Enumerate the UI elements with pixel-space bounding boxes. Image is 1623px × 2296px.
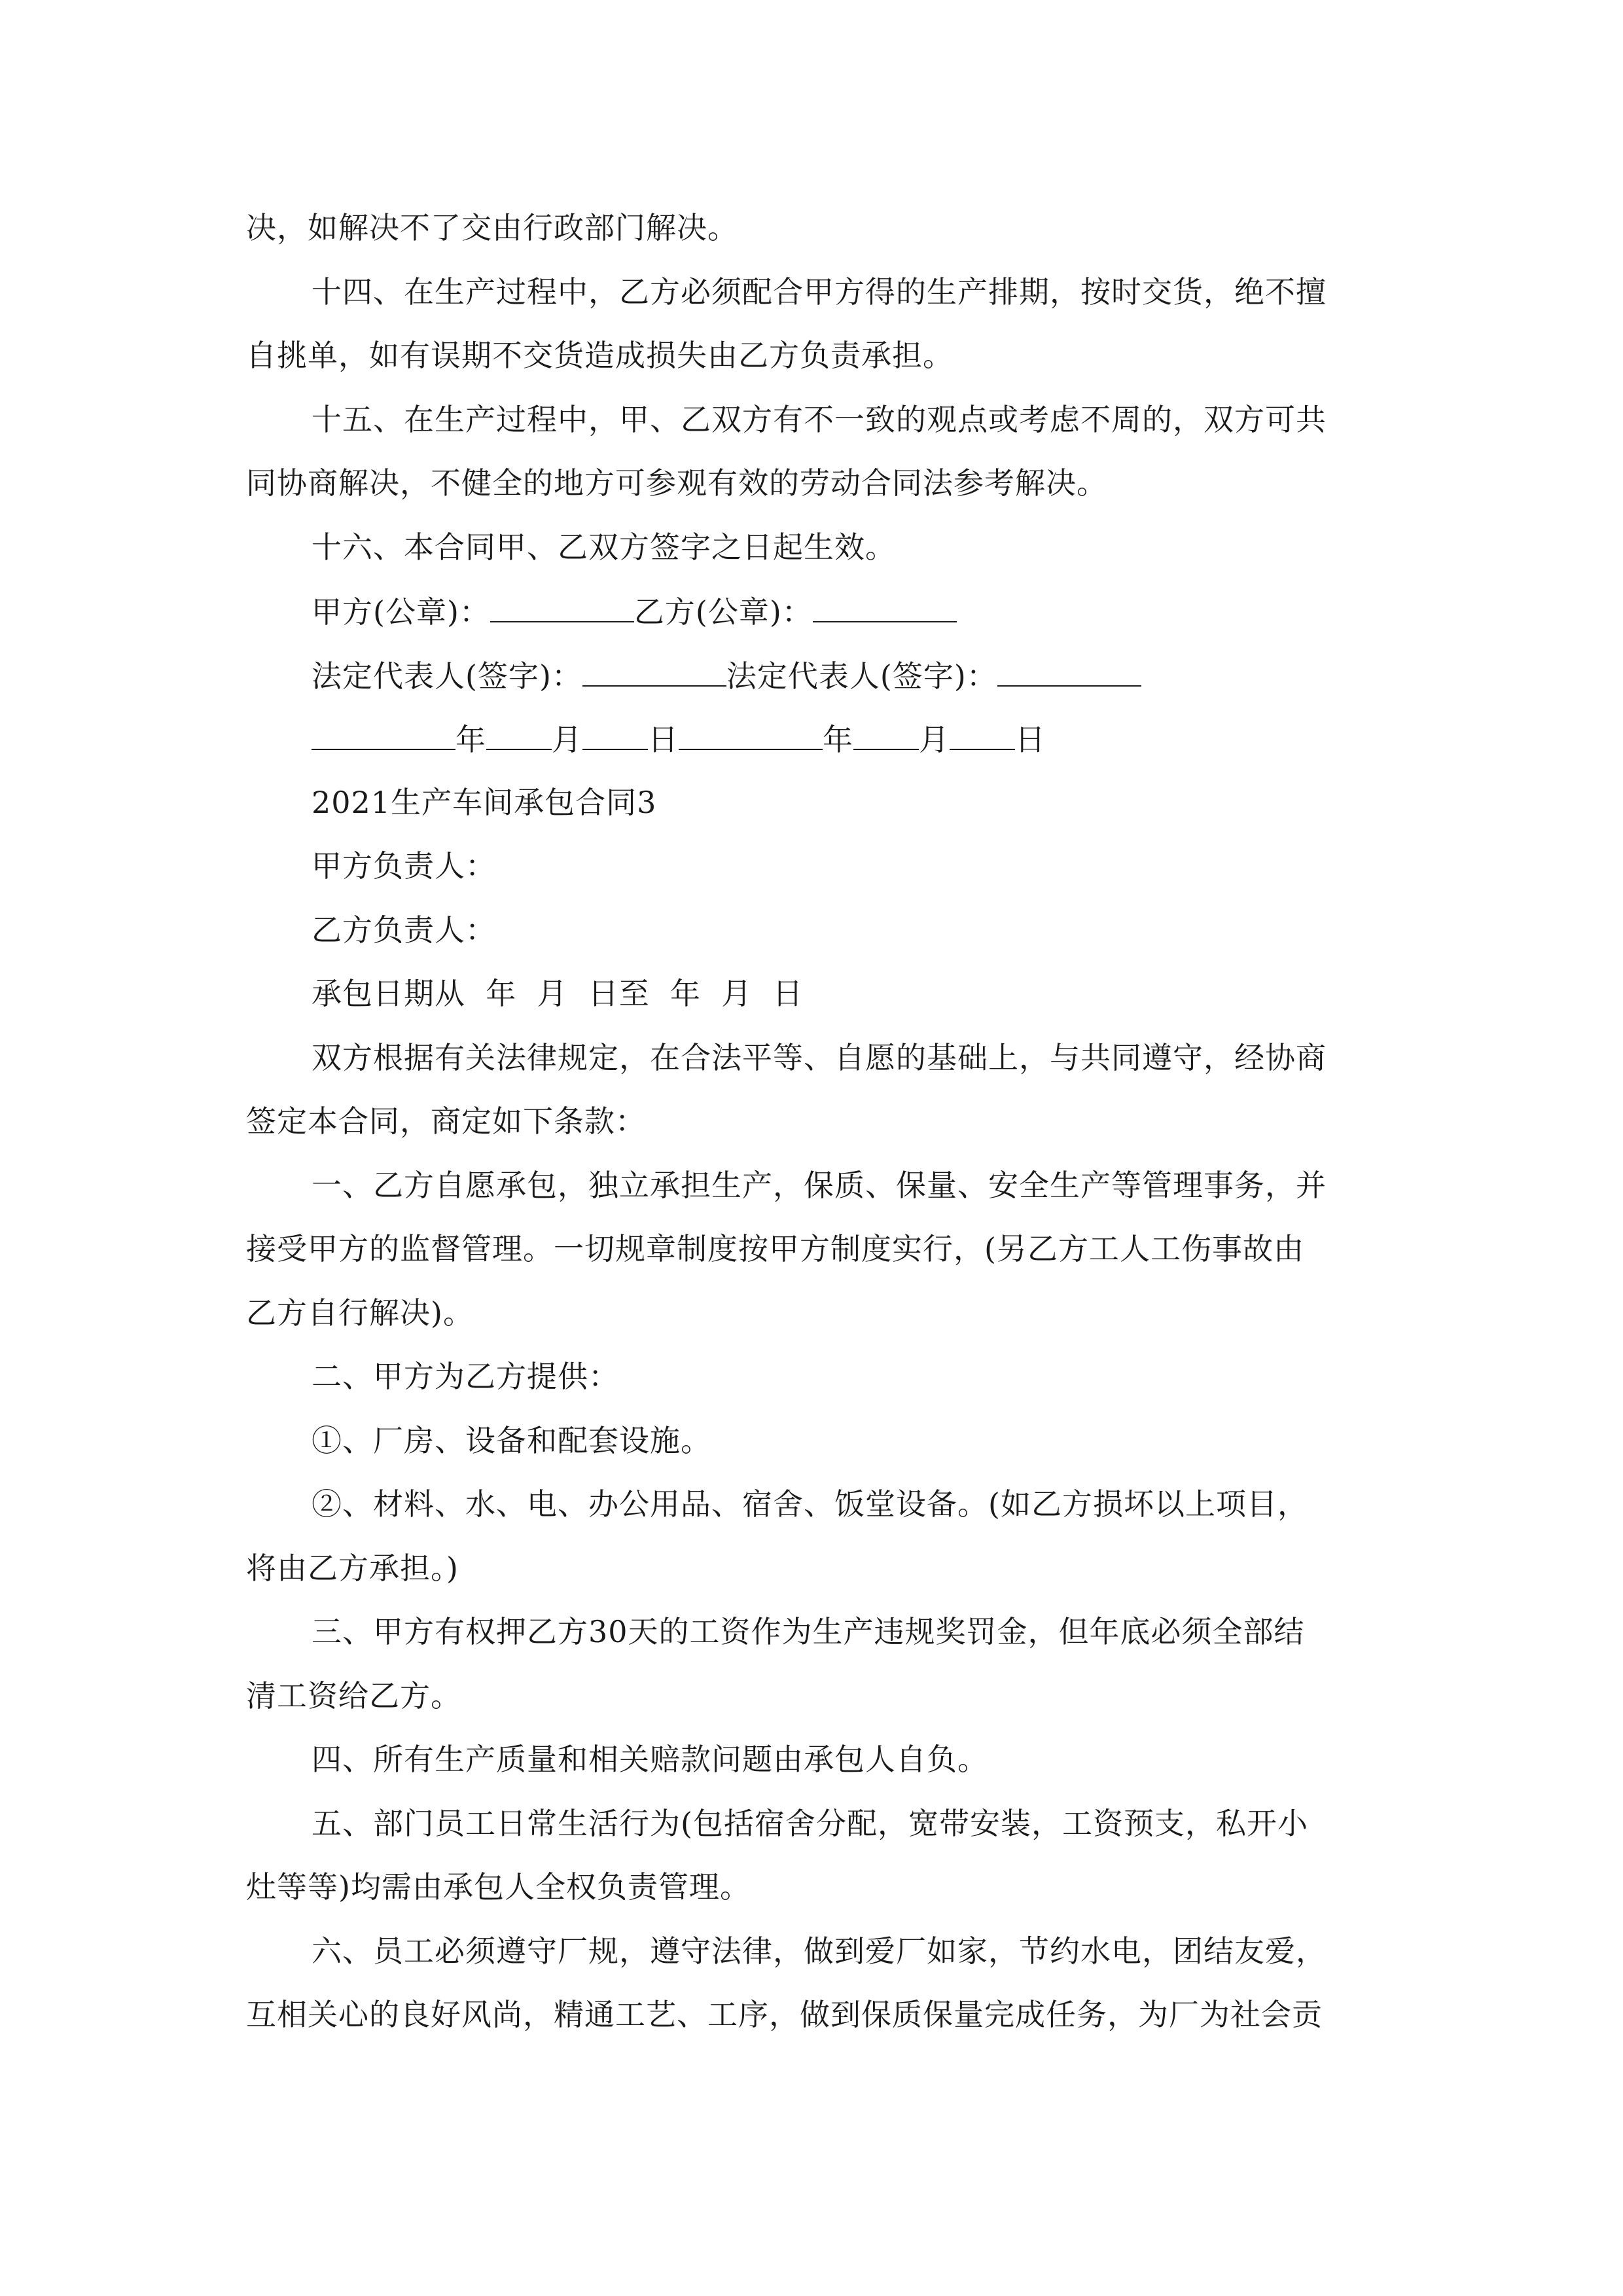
paragraph-line: 清工资给乙方。: [246, 1678, 461, 1713]
signature-blank: [813, 591, 957, 622]
year-label: 年: [455, 722, 486, 757]
month-label: 月: [919, 722, 950, 757]
signature-blank: [997, 655, 1141, 687]
paragraph-line: 一、乙方自愿承包，独立承担生产，保质、保量、安全生产等管理事务，并: [312, 1168, 1327, 1203]
paragraph-line: 自挑单，如有误期不交货造成损失由乙方负责承担。: [246, 338, 954, 373]
contract-title: 2021生产车间承包合同3: [312, 785, 657, 820]
paragraph-line: 十五、在生产过程中，甲、乙双方有不一致的观点或考虑不周的，双方可共: [312, 402, 1327, 437]
paragraph-line: 五、部门员工日常生活行为(包括宿舍分配，宽带安装，工资预支，私开小: [312, 1806, 1308, 1841]
party-b-head: 乙方负责人：: [312, 912, 496, 948]
paragraph-line: 接受甲方的监督管理。一切规章制度按甲方制度实行，(另乙方工人工伤事故由: [246, 1231, 1304, 1266]
rep-b-label: 法定代表人(签字)：: [726, 658, 997, 694]
paragraph-line: 互相关心的良好风尚，精通工艺、工序，做到保质保量完成任务，为厂为社会贡: [246, 1997, 1323, 2032]
contract-period: 承包日期从 年 月 日至 年 月 日: [312, 976, 804, 1011]
paragraph-line: ①、厂房、设备和配套设施。: [312, 1423, 711, 1458]
month-label: 月: [552, 722, 582, 757]
signature-blank: [582, 655, 726, 687]
date-blank: [679, 719, 823, 750]
date-blank: [582, 719, 648, 750]
paragraph-line: 将由乙方承担。): [246, 1551, 459, 1586]
representative-line: [312, 655, 1141, 696]
date-line: [312, 719, 1046, 759]
date-blank: [853, 719, 919, 750]
paragraph-line: 灶等等)均需由承包人全权负责管理。: [246, 1869, 751, 1905]
date-blank: [950, 719, 1015, 750]
paragraph-line: 二、甲方为乙方提供：: [312, 1359, 619, 1394]
paragraph-line: 六、员工必须遵守厂规，遵守法律，做到爱厂如家，节约水电，团结友爱，: [312, 1933, 1327, 1969]
paragraph-line: 十六、本合同甲、乙双方签字之日起生效。: [312, 529, 896, 565]
paragraph-line: 四、所有生产质量和相关赔款问题由承包人自负。: [312, 1742, 988, 1777]
signature-blank: [490, 591, 634, 622]
paragraph-line: 三、甲方有权押乙方30天的工资作为生产违规奖罚金，但年底必须全部结: [312, 1614, 1305, 1649]
date-blank: [486, 719, 552, 750]
party-b-seal-label: 乙方(公章)：: [633, 594, 813, 630]
paragraph-line: 双方根据有关法律规定，在合法平等、自愿的基础上，与共同遵守，经协商: [312, 1040, 1327, 1075]
seal-line: [312, 591, 957, 632]
party-a-head: 甲方负责人：: [312, 848, 496, 884]
rep-a-label: 法定代表人(签字)：: [312, 658, 582, 694]
date-blank: [312, 719, 455, 750]
day-label: 日: [648, 722, 679, 757]
paragraph-line: ②、材料、水、电、办公用品、宿舍、饭堂设备。(如乙方损坏以上项目，: [312, 1486, 1308, 1522]
year-label: 年: [823, 722, 853, 757]
paragraph-line: 同协商解决，不健全的地方可参观有效的劳动合同法参考解决。: [246, 465, 1107, 501]
paragraph-line: 十四、在生产过程中，乙方必须配合甲方得的生产排期，按时交货，绝不擅: [312, 274, 1327, 310]
paragraph-line: 决，如解决不了交由行政部门解决。: [246, 210, 738, 245]
paragraph-line: 乙方自行解决)。: [246, 1295, 474, 1331]
paragraph-line: 签定本合同，商定如下条款：: [246, 1103, 646, 1139]
day-label: 日: [1015, 722, 1046, 757]
party-a-seal-label: 甲方(公章)：: [312, 594, 490, 630]
